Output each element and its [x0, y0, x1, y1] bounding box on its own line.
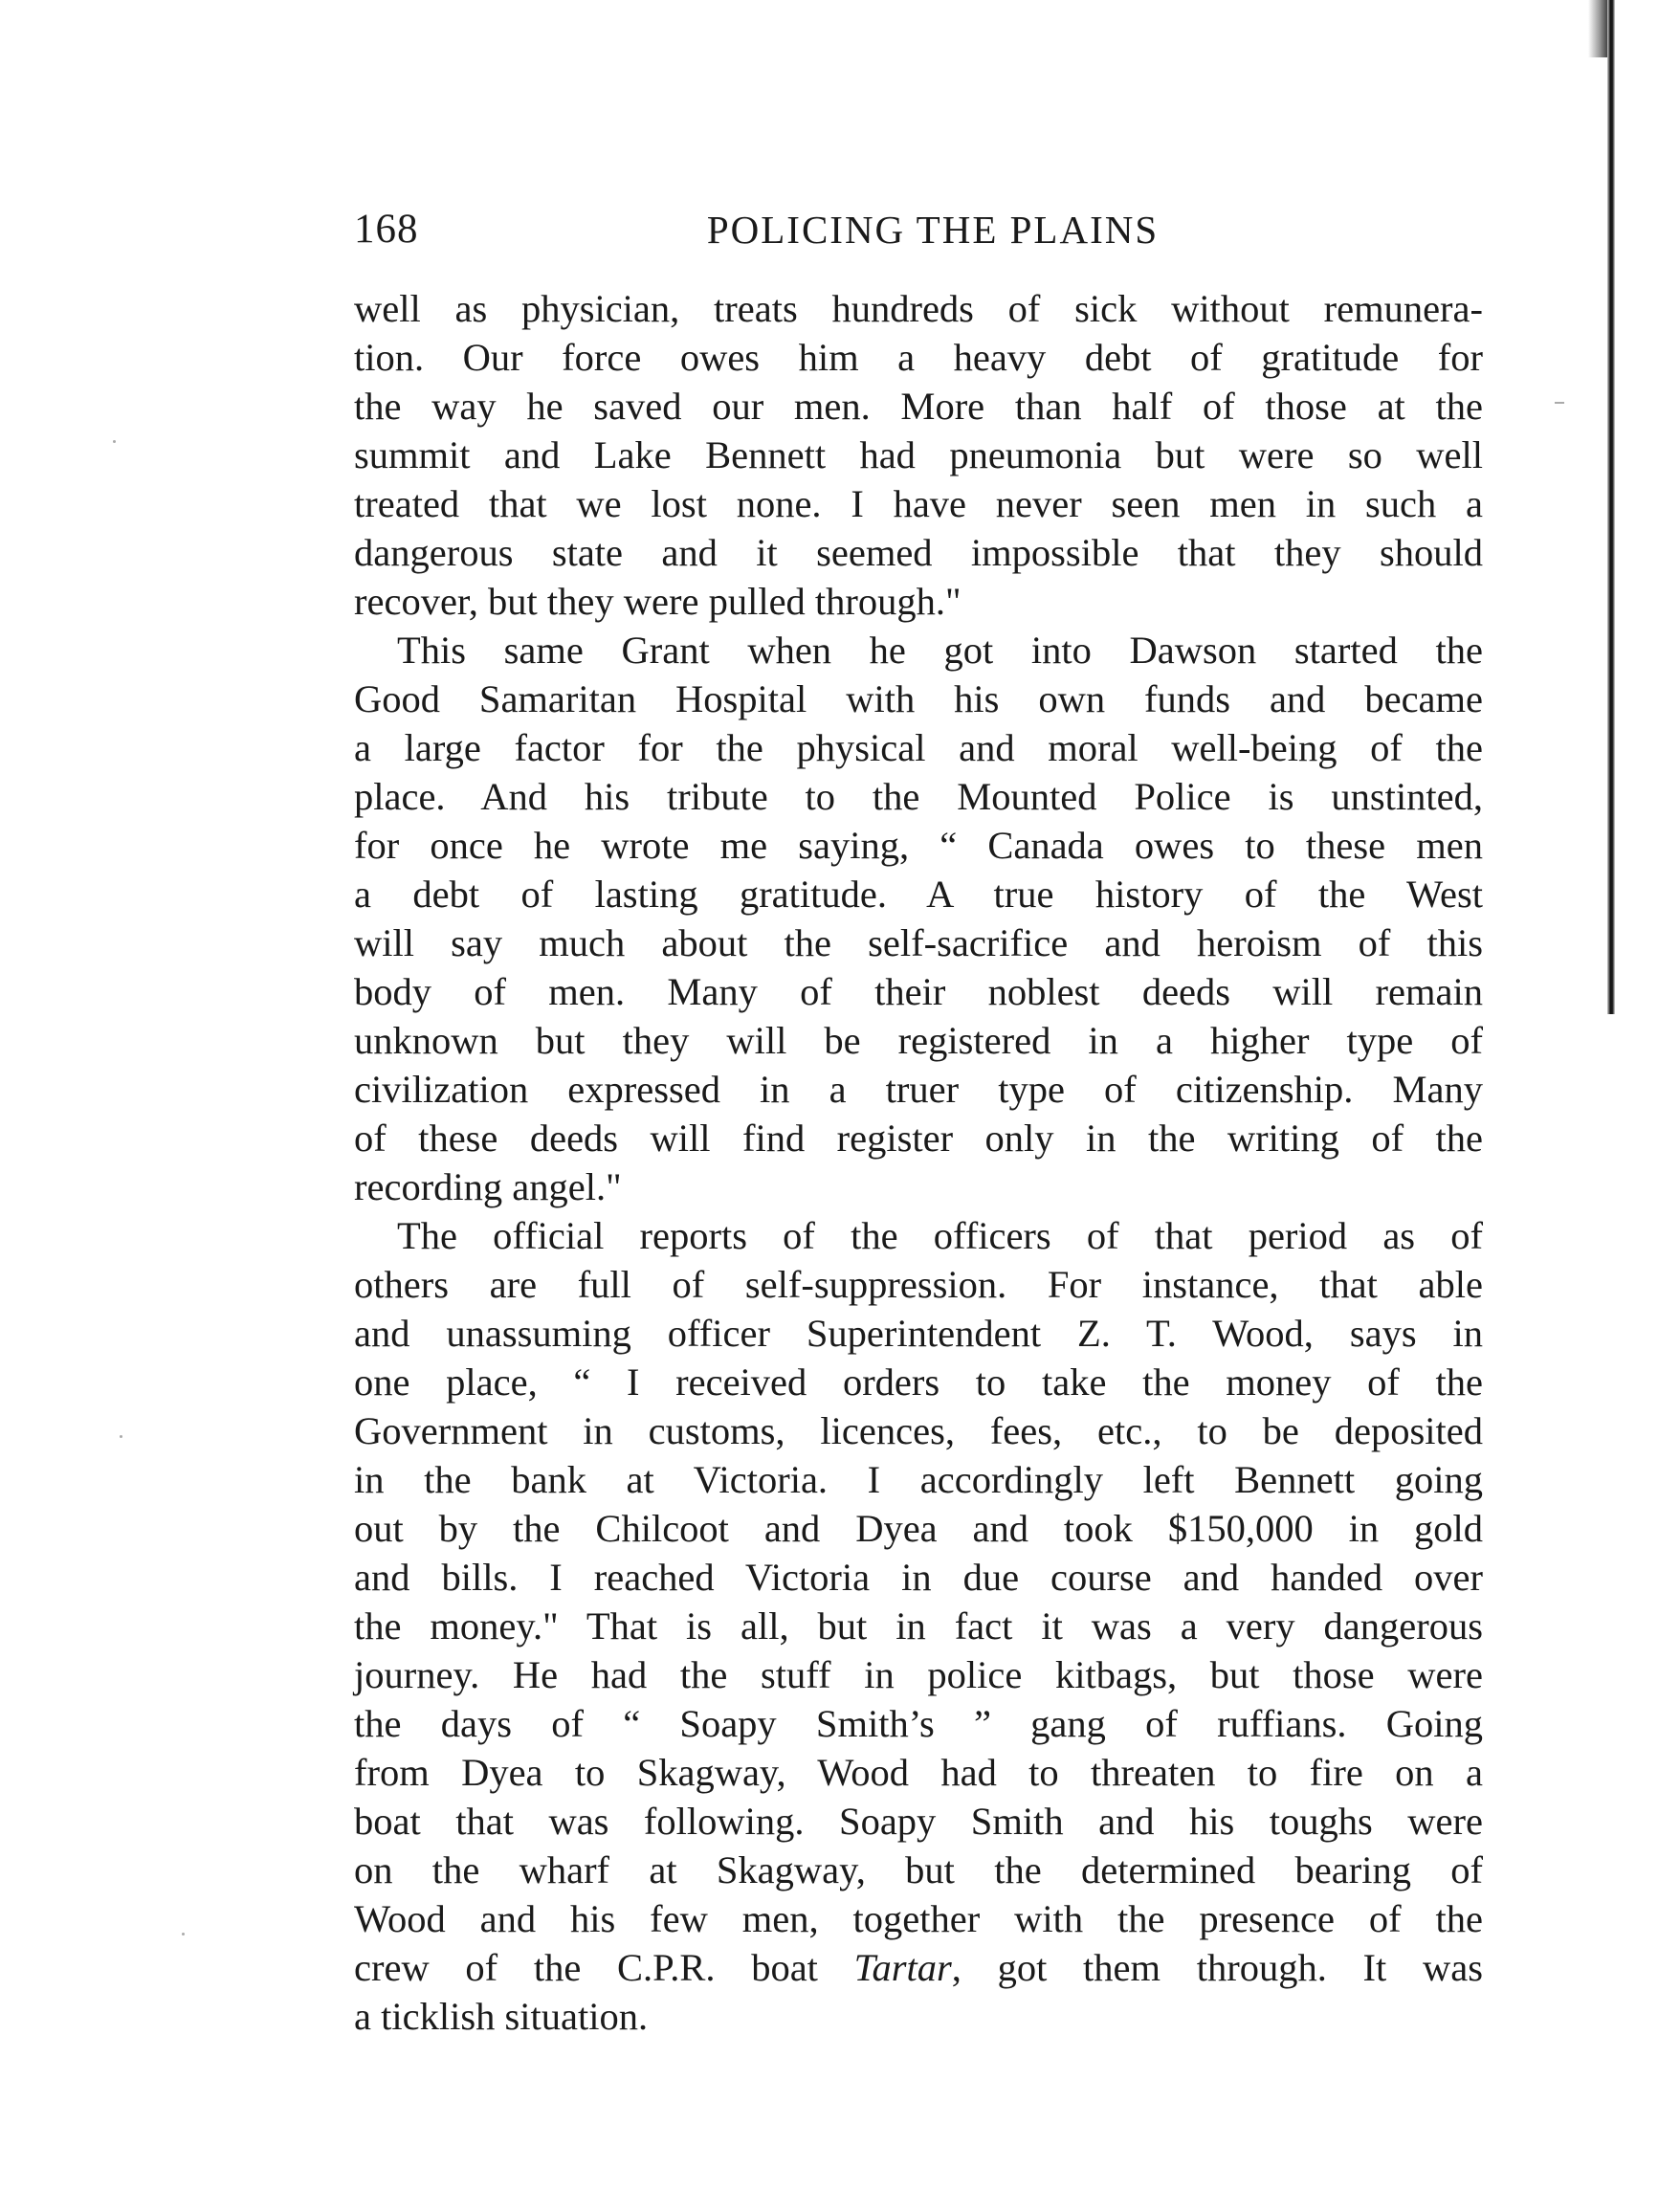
text-line: well as physician, treats hundreds of sick without remunera-	[354, 287, 1483, 330]
text-line: unknown but they will be registered in a higher type of	[354, 1019, 1483, 1062]
text-line: The official reports of the officers of that period as of	[397, 1214, 1483, 1257]
text-line: This same Grant when he got into Dawson started the	[397, 629, 1483, 672]
text-line: crew of the C.P.R. boat Tartar, got them through. It was	[354, 1946, 1483, 1989]
text-line: will say much about the self-sacrifice and heroism of this	[354, 921, 1483, 964]
text-line: on the wharf at Skagway, but the determined bearing of	[354, 1848, 1483, 1891]
ship-name: Tartar	[853, 1946, 952, 1989]
text-line: the days of “ Soapy Smith’s ” gang of ruffians. Going	[354, 1702, 1483, 1745]
text-line: in the bank at Victoria. I accordingly left Bennett going	[354, 1458, 1483, 1501]
text-line: dangerous state and it seemed impossible that they should	[354, 531, 1483, 574]
text-line: journey. He had the stuff in police kitbags, but those were	[354, 1653, 1483, 1696]
binding-shadow	[1607, 0, 1615, 1014]
speck	[120, 1435, 122, 1438]
binding-shadow-top	[1588, 0, 1607, 57]
speck	[182, 1933, 185, 1936]
text-line: recover, but they were pulled through."	[354, 580, 962, 623]
text-line: a ticklish situation.	[354, 1995, 649, 2038]
text-line: a debt of lasting gratitude. A true history of the West	[354, 873, 1483, 916]
text-line: tion. Our force owes him a heavy debt of gratitude for	[354, 336, 1483, 379]
text-line: the way he saved our men. More than half of those at the	[354, 385, 1483, 428]
page-header	[354, 196, 1483, 263]
text-line: Government in customs, licences, fees, etc., to be deposited	[354, 1409, 1483, 1452]
text-line: treated that we lost none. I have never seen men in such a	[354, 482, 1483, 525]
body-text	[354, 284, 1483, 2041]
text-line: civilization expressed in a truer type of citizenship. Many	[354, 1068, 1483, 1111]
running-head: POLICING THE PLAINS	[706, 208, 1160, 252]
text-line: place. And his tribute to the Mounted Police is unstinted,	[354, 775, 1483, 818]
text-line: one place, “ I received orders to take the money of the	[354, 1360, 1483, 1404]
text-line: out by the Chilcoot and Dyea and took $150,000 in gold	[354, 1507, 1483, 1550]
text-line: from Dyea to Skagway, Wood had to threaten to fire on a	[354, 1751, 1483, 1794]
text-line: and bills. I reached Victoria in due course and handed over	[354, 1556, 1483, 1599]
text-line: boat that was following. Soapy Smith and his toughs were	[354, 1800, 1483, 1843]
text-line: and unassuming officer Superintendent Z. T. Wood, says in	[354, 1312, 1483, 1355]
text-line: of these deeds will find register only in the writing of the	[354, 1117, 1483, 1160]
text-line: a large factor for the physical and moral well-being of the	[354, 726, 1483, 769]
page-number: 168	[354, 207, 419, 252]
text-line: Good Samaritan Hospital with his own funds and became	[354, 677, 1483, 720]
text-line: for once he wrote me saying, “ Canada owes to these men	[354, 824, 1483, 867]
text-line: recording angel."	[354, 1165, 622, 1208]
text-line: Wood and his few men, together with the presence of the	[354, 1897, 1483, 1940]
text-line: body of men. Many of their noblest deeds will remain	[354, 970, 1483, 1013]
speck	[1555, 402, 1564, 404]
text-line: others are full of self-suppression. For instance, that able	[354, 1263, 1483, 1306]
text-line: the money." That is all, but in fact it was a very dangerous	[354, 1604, 1483, 1648]
speck	[113, 440, 116, 443]
text-line: summit and Lake Bennett had pneumonia but were so well	[354, 433, 1483, 476]
